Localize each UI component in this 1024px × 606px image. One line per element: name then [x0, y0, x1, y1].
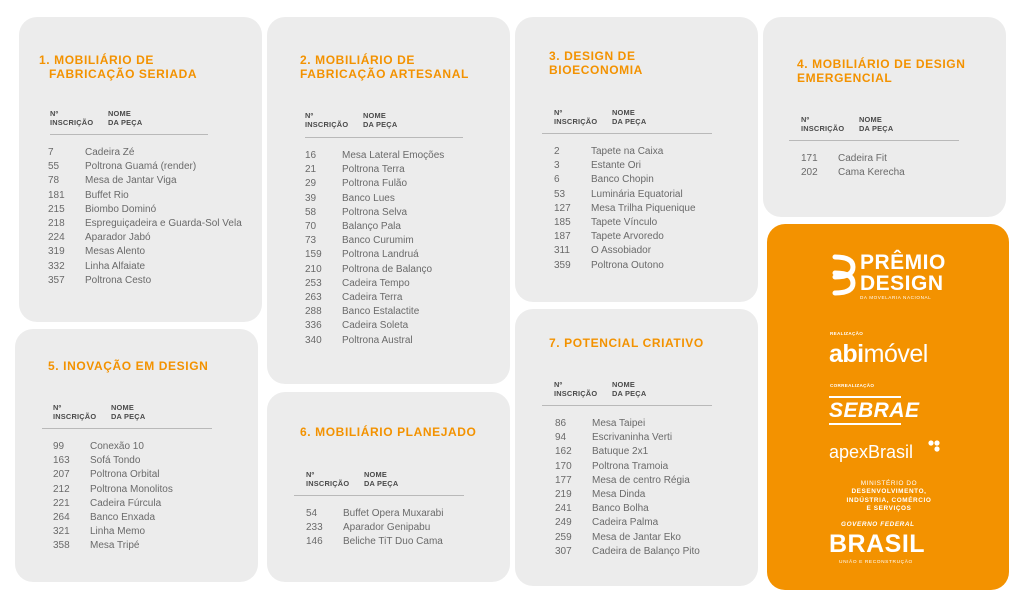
entry-name: Cadeira Fit	[838, 153, 887, 164]
entry-name: Banco Curumim	[342, 235, 414, 247]
entry-name: Aparador Jabó	[85, 232, 151, 244]
ministerio-line-3: INDÚSTRIA, COMÉRCIO	[846, 496, 932, 504]
entry-name: Beliche TiT Duo Cama	[343, 536, 443, 548]
premio-design-logo-icon	[829, 253, 857, 297]
col-header-name	[612, 380, 646, 398]
brasil-logo: BRASIL	[829, 530, 926, 558]
entry-name: Poltrona Cesto	[85, 274, 152, 286]
uniao-reconstrucao-label: UNIÃO E RECONSTRUÇÃO	[839, 560, 913, 565]
title-line-1: 4. MOBILIÁRIO DE DESIGN	[797, 57, 966, 71]
ministerio-line-4: E SERVIÇOS	[866, 505, 912, 513]
category-card-4	[763, 17, 1006, 217]
entry-name: Banco Lues	[342, 192, 395, 204]
entry-number: 39	[305, 192, 317, 204]
col-header-name	[111, 403, 145, 421]
list-item	[305, 163, 444, 177]
entry-number: 21	[305, 164, 317, 176]
entry-list	[48, 146, 242, 288]
list-item	[554, 216, 696, 230]
ministerio-line-1: MINISTÉRIO DO	[860, 480, 918, 487]
entry-number: 2	[554, 146, 560, 157]
entry-name: Escrivaninha Verti	[592, 432, 673, 444]
entry-number: 16	[305, 150, 317, 161]
entry-number: 162	[555, 446, 572, 458]
ministerio-line-2: DESENVOLVIMENTO,	[851, 488, 927, 496]
list-item	[555, 460, 700, 474]
col-num-label: Nº	[306, 470, 315, 479]
entry-name: Linha Memo	[90, 526, 146, 538]
entry-number: 210	[305, 263, 322, 275]
list-item	[305, 334, 444, 348]
entry-name: Buffet Rio	[85, 189, 129, 201]
ministerio-block	[807, 480, 971, 514]
list-item	[48, 231, 242, 245]
list-item	[554, 159, 696, 173]
entry-name: Poltrona de Balanço	[342, 263, 433, 275]
title-line-2: FABRICAÇÃO SERIADA	[49, 67, 198, 81]
entry-name: Poltrona Monolitos	[90, 483, 173, 495]
col-nome-label: NOME	[612, 380, 635, 389]
entry-number: 321	[53, 526, 70, 538]
list-item	[53, 525, 173, 539]
header-divider	[789, 140, 959, 141]
entry-number: 307	[555, 545, 572, 557]
entry-name: Poltrona Selva	[342, 206, 408, 218]
col-insc-label: INSCRIÇÃO	[305, 120, 349, 129]
entry-number: 163	[53, 455, 70, 467]
col-peca-label: DA PEÇA	[108, 118, 143, 127]
entry-number: 58	[305, 206, 317, 218]
list-item	[48, 260, 242, 274]
entry-number: 3	[554, 160, 560, 172]
entry-name: Mesa de Jantar Viga	[85, 175, 177, 187]
entry-number: 253	[305, 277, 322, 289]
col-header-number	[53, 403, 96, 421]
entry-number: 263	[305, 292, 322, 304]
col-nome-label: NOME	[612, 108, 635, 117]
entry-list	[554, 145, 696, 273]
list-item	[555, 445, 700, 459]
title-line-1: 5. INOVAÇÃO EM DESIGN	[48, 359, 209, 373]
entry-name: Cadeira Tempo	[342, 277, 410, 289]
list-item	[305, 277, 444, 291]
list-item	[53, 468, 173, 482]
title-line-1: 2. MOBILIÁRIO DE	[300, 53, 415, 67]
list-item	[555, 545, 700, 559]
list-item	[554, 145, 696, 159]
entry-number: 177	[555, 474, 572, 486]
entry-number: 241	[555, 503, 572, 515]
list-item	[48, 174, 242, 188]
header-divider	[42, 428, 212, 429]
list-item	[306, 521, 443, 535]
header-divider	[294, 495, 464, 496]
col-nome-label: NOME	[108, 109, 131, 118]
entry-number: 259	[555, 531, 572, 543]
category-card-3	[515, 17, 758, 302]
col-nome-label: NOME	[363, 111, 386, 120]
list-item	[48, 189, 242, 203]
entry-name: Mesa Taipei	[592, 418, 646, 429]
category-title	[300, 425, 476, 439]
entry-number: 170	[555, 460, 572, 472]
entry-name: Cadeira Palma	[592, 517, 659, 529]
entry-name: Conexão 10	[90, 441, 144, 452]
col-header-name	[859, 115, 893, 133]
category-title	[48, 359, 208, 373]
sebrae-logo: SEBRAE	[829, 399, 920, 422]
entry-number: 219	[555, 489, 572, 501]
entry-name: Poltrona Austral	[342, 334, 413, 346]
entry-number: 311	[554, 245, 570, 257]
entry-number: 221	[53, 497, 70, 509]
col-peca-label: DA PEÇA	[859, 124, 894, 133]
entry-number: 78	[48, 175, 60, 187]
col-header-name	[364, 470, 398, 488]
list-item	[554, 244, 696, 258]
apexbrasil-logo: apexBrasil	[829, 442, 914, 462]
list-item	[555, 488, 700, 502]
entry-number: 171	[801, 153, 818, 164]
list-item	[554, 259, 696, 273]
list-item	[801, 152, 905, 166]
realizacao-label: REALIZAÇÃO	[830, 331, 864, 336]
entry-number: 249	[555, 517, 572, 529]
entry-number: 212	[53, 483, 70, 495]
entry-number: 29	[305, 178, 317, 190]
col-insc-label: INSCRIÇÃO	[50, 118, 94, 127]
entry-name: Espreguiçadeira e Guarda-Sol Vela	[85, 218, 242, 230]
entry-name: Banco Estalactite	[342, 306, 420, 318]
list-item	[305, 263, 444, 277]
entry-name: Banco Chopin	[591, 174, 654, 186]
entry-number: 53	[554, 188, 566, 200]
entry-list	[305, 149, 444, 348]
col-header-number	[554, 108, 597, 126]
list-item	[305, 149, 444, 163]
title-line-2: BIOECONOMIA	[549, 63, 643, 77]
entry-number: 73	[305, 235, 317, 247]
list-item	[48, 274, 242, 288]
header-divider	[542, 133, 712, 134]
category-title	[300, 53, 469, 81]
entry-name: Cama Kerecha	[838, 167, 905, 179]
category-card-5	[15, 329, 258, 582]
entry-name: Cadeira de Balanço Pito	[592, 545, 700, 557]
entry-name: Poltrona Landruá	[342, 249, 419, 261]
category-card-1	[19, 17, 262, 322]
col-num-label: Nº	[554, 380, 563, 389]
entry-number: 99	[53, 441, 65, 452]
entry-name: Mesa de centro Régia	[592, 474, 690, 486]
list-item	[306, 507, 443, 521]
entry-number: 185	[554, 217, 571, 229]
category-card-2	[267, 17, 510, 384]
list-item	[305, 305, 444, 319]
entry-name: Poltrona Orbital	[90, 469, 160, 481]
col-nome-label: NOME	[111, 403, 134, 412]
col-header-number	[306, 470, 349, 488]
entry-name: Mesa Lateral Emoções	[342, 150, 445, 161]
premio-word: PRÊMIO	[860, 251, 946, 274]
premio-subtitle: DA MOVELARIA NACIONAL	[860, 295, 932, 300]
list-item	[53, 440, 173, 454]
entry-name: Cadeira Zé	[85, 147, 135, 158]
col-insc-label: INSCRIÇÃO	[554, 117, 598, 126]
category-title	[549, 336, 704, 350]
design-word: DESIGN	[860, 272, 944, 295]
col-peca-label: DA PEÇA	[363, 120, 398, 129]
entry-name: Luminária Equatorial	[591, 188, 683, 200]
entry-number: 357	[48, 274, 65, 286]
entry-number: 55	[48, 161, 60, 173]
entry-number: 336	[305, 320, 322, 332]
entry-number: 224	[48, 232, 65, 244]
abimovel-logo-abi: abi	[829, 340, 864, 368]
entry-name: Biombo Dominó	[85, 203, 157, 215]
list-item	[305, 248, 444, 262]
sponsor-panel	[767, 224, 1009, 590]
list-item	[555, 431, 700, 445]
col-num-label: Nº	[554, 108, 563, 117]
title-line-1: 1. MOBILIÁRIO DE	[39, 53, 154, 67]
col-peca-label: DA PEÇA	[364, 479, 399, 488]
entry-list	[555, 417, 700, 559]
entry-number: 359	[554, 259, 571, 271]
entry-name: Poltrona Fulão	[342, 178, 408, 190]
list-item	[554, 188, 696, 202]
entry-name: Banco Enxada	[90, 512, 156, 524]
list-item	[48, 146, 242, 160]
col-header-name	[363, 111, 397, 129]
col-nome-label: NOME	[364, 470, 387, 479]
entry-number: 159	[305, 249, 322, 261]
entry-name: Sofá Tondo	[90, 455, 141, 467]
list-item	[53, 539, 173, 553]
governo-federal-label: GOVERNO FEDERAL	[841, 521, 915, 528]
entry-name: Mesa de Jantar Eko	[592, 531, 681, 543]
list-item	[48, 203, 242, 217]
title-line-1: 3. DESIGN DE	[549, 49, 636, 63]
list-item	[554, 230, 696, 244]
list-item	[305, 234, 444, 248]
entry-list	[801, 152, 905, 180]
entry-name: Mesa Trilha Piquenique	[591, 202, 696, 214]
col-nome-label: NOME	[859, 115, 882, 124]
entry-name: Poltrona Outono	[591, 259, 664, 271]
list-item	[555, 502, 700, 516]
entry-name: Mesa Dinda	[592, 489, 646, 501]
entry-name: Linha Alfaiate	[85, 260, 146, 272]
abimovel-logo-movel: móvel	[863, 340, 928, 368]
entry-number: 127	[554, 202, 571, 214]
entry-list	[53, 440, 173, 554]
entry-name: Aparador Genipabu	[343, 522, 431, 534]
entry-number: 187	[554, 231, 571, 243]
entry-number: 215	[48, 203, 65, 215]
entry-name: Tapete na Caixa	[591, 146, 664, 157]
entry-name: Poltrona Tramoia	[592, 460, 669, 472]
category-title	[549, 49, 643, 77]
list-item	[305, 319, 444, 333]
entry-name: Tapete Arvoredo	[591, 231, 664, 243]
entry-number: 70	[305, 221, 317, 233]
entry-name: Poltrona Terra	[342, 164, 405, 176]
col-insc-label: INSCRIÇÃO	[554, 389, 598, 398]
col-num-label: Nº	[801, 115, 810, 124]
entry-number: 233	[306, 522, 323, 534]
entry-number: 218	[48, 218, 65, 230]
header-divider	[50, 134, 208, 135]
entry-name: Cadeira Fúrcula	[90, 497, 162, 509]
entry-number: 207	[53, 469, 70, 481]
category-card-6	[267, 392, 510, 582]
header-divider	[542, 405, 712, 406]
col-header-name	[612, 108, 646, 126]
header-divider	[305, 137, 463, 138]
list-item	[555, 417, 700, 431]
entry-number: 319	[48, 246, 65, 258]
entry-number: 288	[305, 306, 322, 318]
entry-name: Balanço Pala	[342, 221, 401, 233]
title-line-1: 7. POTENCIAL CRIATIVO	[549, 336, 704, 350]
col-insc-label: INSCRIÇÃO	[306, 479, 350, 488]
entry-name: Estante Ori	[591, 160, 642, 172]
entry-name: Mesa Tripé	[90, 540, 140, 552]
list-item	[555, 531, 700, 545]
list-item	[48, 245, 242, 259]
list-item	[53, 454, 173, 468]
entry-number: 340	[305, 334, 322, 346]
sebrae-line-top	[829, 396, 901, 398]
col-insc-label: INSCRIÇÃO	[801, 124, 845, 133]
entry-name: Mesas Alento	[85, 246, 146, 258]
entry-name: Cadeira Terra	[342, 292, 403, 304]
entry-number: 6	[554, 174, 560, 186]
list-item	[555, 516, 700, 530]
entry-number: 181	[48, 189, 65, 201]
list-item	[305, 291, 444, 305]
entry-list	[306, 507, 443, 550]
list-item	[305, 206, 444, 220]
entry-number: 7	[48, 147, 54, 158]
entry-number: 94	[555, 432, 567, 444]
list-item	[305, 220, 444, 234]
col-header-number	[554, 380, 597, 398]
col-header-name	[108, 109, 142, 127]
entry-name: Poltrona Guamá (render)	[85, 161, 197, 173]
col-num-label: Nº	[53, 403, 62, 412]
entry-number: 358	[53, 540, 70, 552]
col-peca-label: DA PEÇA	[612, 389, 647, 398]
category-title	[39, 53, 197, 81]
list-item	[305, 192, 444, 206]
apexbrasil-mark-icon	[927, 439, 941, 453]
abimovel-logo	[829, 339, 928, 369]
col-header-number	[305, 111, 348, 129]
col-header-number	[50, 109, 93, 127]
col-peca-label: DA PEÇA	[612, 117, 647, 126]
list-item	[555, 474, 700, 488]
entry-name: Cadeira Soleta	[342, 320, 409, 332]
entry-name: Tapete Vínculo	[591, 217, 658, 229]
category-card-7	[515, 309, 758, 586]
list-item	[53, 511, 173, 525]
entry-number: 264	[53, 512, 70, 524]
list-item	[306, 535, 443, 549]
list-item	[554, 173, 696, 187]
entry-number: 54	[306, 508, 318, 519]
list-item	[48, 160, 242, 174]
title-line-2: EMERGENCIAL	[797, 71, 893, 85]
col-peca-label: DA PEÇA	[111, 412, 146, 421]
list-item	[305, 177, 444, 191]
title-line-2: FABRICAÇÃO ARTESANAL	[300, 67, 469, 81]
title-line-1: 6. MOBILIÁRIO PLANEJADO	[300, 425, 477, 439]
entry-number: 332	[48, 260, 65, 272]
list-item	[53, 497, 173, 511]
col-insc-label: INSCRIÇÃO	[53, 412, 97, 421]
entry-number: 202	[801, 167, 818, 179]
entry-number: 86	[555, 418, 567, 429]
correalizacao-label: CORREALIZAÇÃO	[830, 383, 875, 388]
entry-number: 146	[306, 536, 323, 548]
category-title	[797, 57, 965, 85]
list-item	[48, 217, 242, 231]
col-header-number	[801, 115, 844, 133]
col-num-label: Nº	[305, 111, 314, 120]
entry-name: O Assobiador	[591, 245, 652, 257]
list-item	[801, 166, 905, 180]
entry-name: Batuque 2x1	[592, 446, 649, 458]
col-num-label: Nº	[50, 109, 59, 118]
list-item	[554, 202, 696, 216]
list-item	[53, 483, 173, 497]
entry-name: Banco Bolha	[592, 503, 649, 515]
entry-name: Buffet Opera Muxarabi	[343, 508, 444, 519]
sebrae-line-bottom	[829, 423, 901, 425]
